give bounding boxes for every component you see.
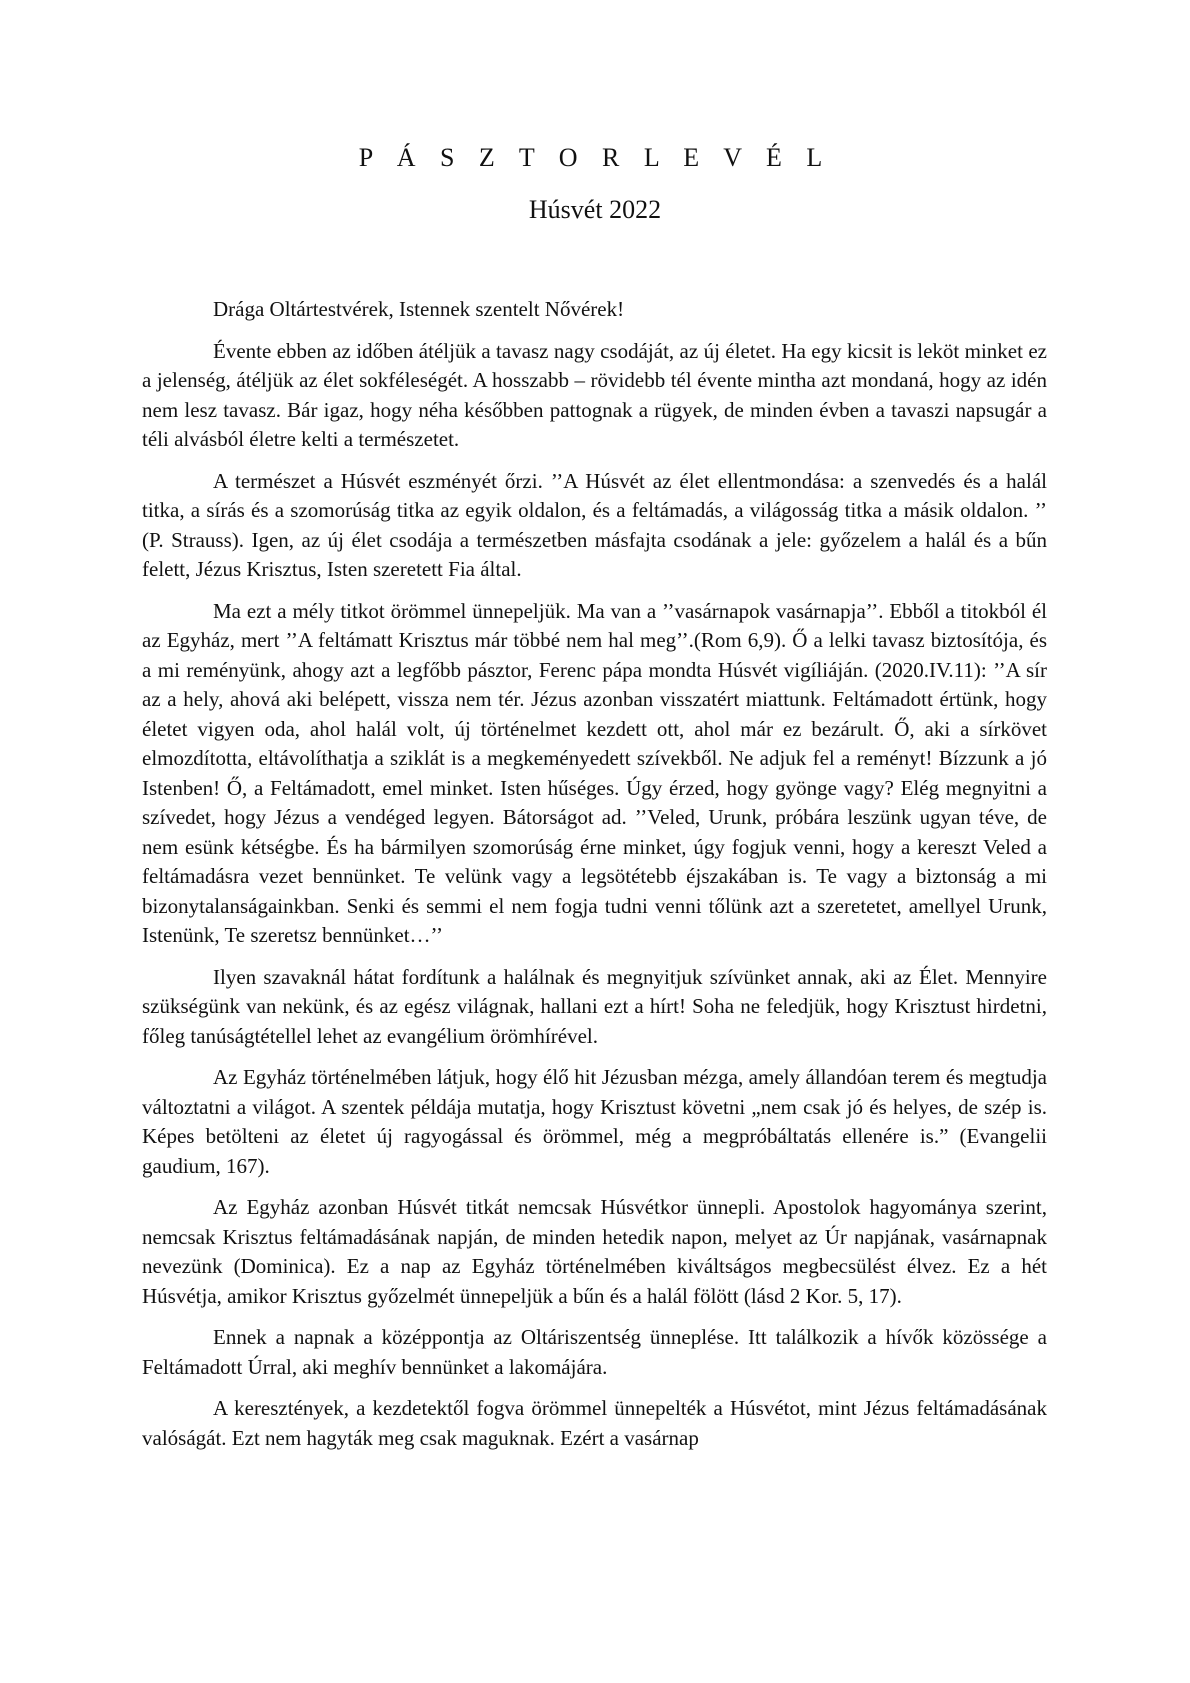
paragraph: A természet a Húsvét eszményét őrzi. ’’A Húsvét az élet ellentmondása: a szenvedés és a halál titka, a sírás és a szomorúság titka az egyik oldalon, és a feltámadás, a világosság titka a másik oldalon. ’’ (P. Strauss). Igen, az új élet csodája a természetben másfajta csodának a jele: győzelem a halál és a bűn felett, Jézus Krisztus, Isten szeretett Fia által. xyxy=(142,468,1047,581)
paragraph: A keresztények, a kezdetektől fogva örömmel ünnepelték a Húsvétot, mint Jézus feltámadásának valóságát. Ezt nem hagyták meg csak maguknak. Ezért a vasárnap xyxy=(142,1396,1047,1450)
paragraph: Évente ebben az időben átéljük a tavasz nagy csodáját, az új életet. Ha egy kicsit is leköt minket ez a jelenség, átéljük az élet sokféleségét. A hosszabb – rövidebb tél évente mintha azt mondaná, hogy az idén nem lesz tavasz. Bár igaz, hogy néha későbben pattognak a rügyek, de minden évben a tavaszi napsugár a téli alvásból életre kelti a természetet. xyxy=(142,338,1047,451)
letter-body xyxy=(142,295,1047,1465)
document-title: P Á S Z T O R L E V É L xyxy=(358,143,832,172)
paragraph: Ma ezt a mély titkot örömmel ünnepeljük. Ma van a ’’vasárnapok vasárnapja’’. Ebből a titokból él az Egyház, mert ’’A feltámatt Krisztus már többé nem hal meg’’.(Rom 6,9). Ő a lelki tavasz biztosítója, és a mi reményünk, ahogy azt a legfőbb pásztor, Ferenc pápa mondta Húsvét vigíliáján. (2020.IV.11): ’’A sír az a hely, ahová aki belépett, vissza nem tér. Jézus azonban visszatért miattunk. Feltámadott értünk, hogy életet vigyen oda, ahol halál volt, új történelmet kezdett ott, ahol már ez bezárult. Ő, aki a sírkövet elmozdította, eltávolíthatja a sziklát is a megkeményedett szívekből. Ne adjuk fel a reményt! Bízzunk a jó Istenben! Ő, a Feltámadott, emel minket. Isten hűséges. Úgy érzed, hogy gyönge vagy? Elég megnyitni a szívedet, hogy Jézus a vendéged legyen. Bátorságot ad. ’’Veled, Urunk, próbára leszünk ugyan téve, de nem esünk kétségbe. És ha bármilyen szomorúság érne minket, úgy fogjuk venni, hogy a kereszt Veled a feltámadásra vezet bennünket. Te velünk vagy a legsötétebb éjszakában is. Te vagy a biztonság a mi bizonytalanságainkban. Senki és semmi el nem fogja tudni venni tőlünk azt a szeretetet, amellyel Urunk, Istenünk, Te szeretsz bennünket…’’ xyxy=(142,598,1047,947)
paragraph: Az Egyház azonban Húsvét titkát nemcsak Húsvétkor ünnepli. Apostolok hagyománya szerint, nemcsak Krisztus feltámadásának napján, de minden hetedik napon, melyet az Úr napjának, vasárnapnak nevezünk (Dominica). Ez a nap az Egyház történelmében kiváltságos megbecsülést élvez. Ez a hét Húsvétja, amikor Krisztus győzelmét ünnepeljük a bűn és a halál fölött (lásd 2 Kor. 5, 17). xyxy=(142,1195,1047,1308)
paragraph: Ilyen szavaknál hátat fordítunk a halálnak és megnyitjuk szívünket annak, aki az Élet. Mennyire szükségünk van nekünk, és az egész világnak, hallani ezt a hírt! Soha ne feledjük, hogy Krisztust hirdetni, főleg tanúságtétellel lehet az evangélium örömhírével. xyxy=(142,964,1047,1048)
salutation: Drága Oltártestvérek, Istennek szentelt Nővérek! xyxy=(213,297,625,321)
document-subtitle: Húsvét 2022 xyxy=(528,195,662,224)
paragraph: Az Egyház történelmében látjuk, hogy élő hit Jézusban mézga, amely állandóan terem és megtudja változtatni a világot. A szentek példája mutatja, hogy Krisztust követni „nem csak jó és helyes, de szép is. Képes betölteni az életet új ragyogással és örömmel, még a megpróbáltatás ellenére is.” (Evangelii gaudium, 167). xyxy=(142,1065,1047,1178)
paragraph: Ennek a napnak a középpontja az Oltáriszentség ünneplése. Itt találkozik a hívők közössége a Feltámadott Úrral, aki meghív bennünket a lakomájára. xyxy=(142,1325,1047,1379)
